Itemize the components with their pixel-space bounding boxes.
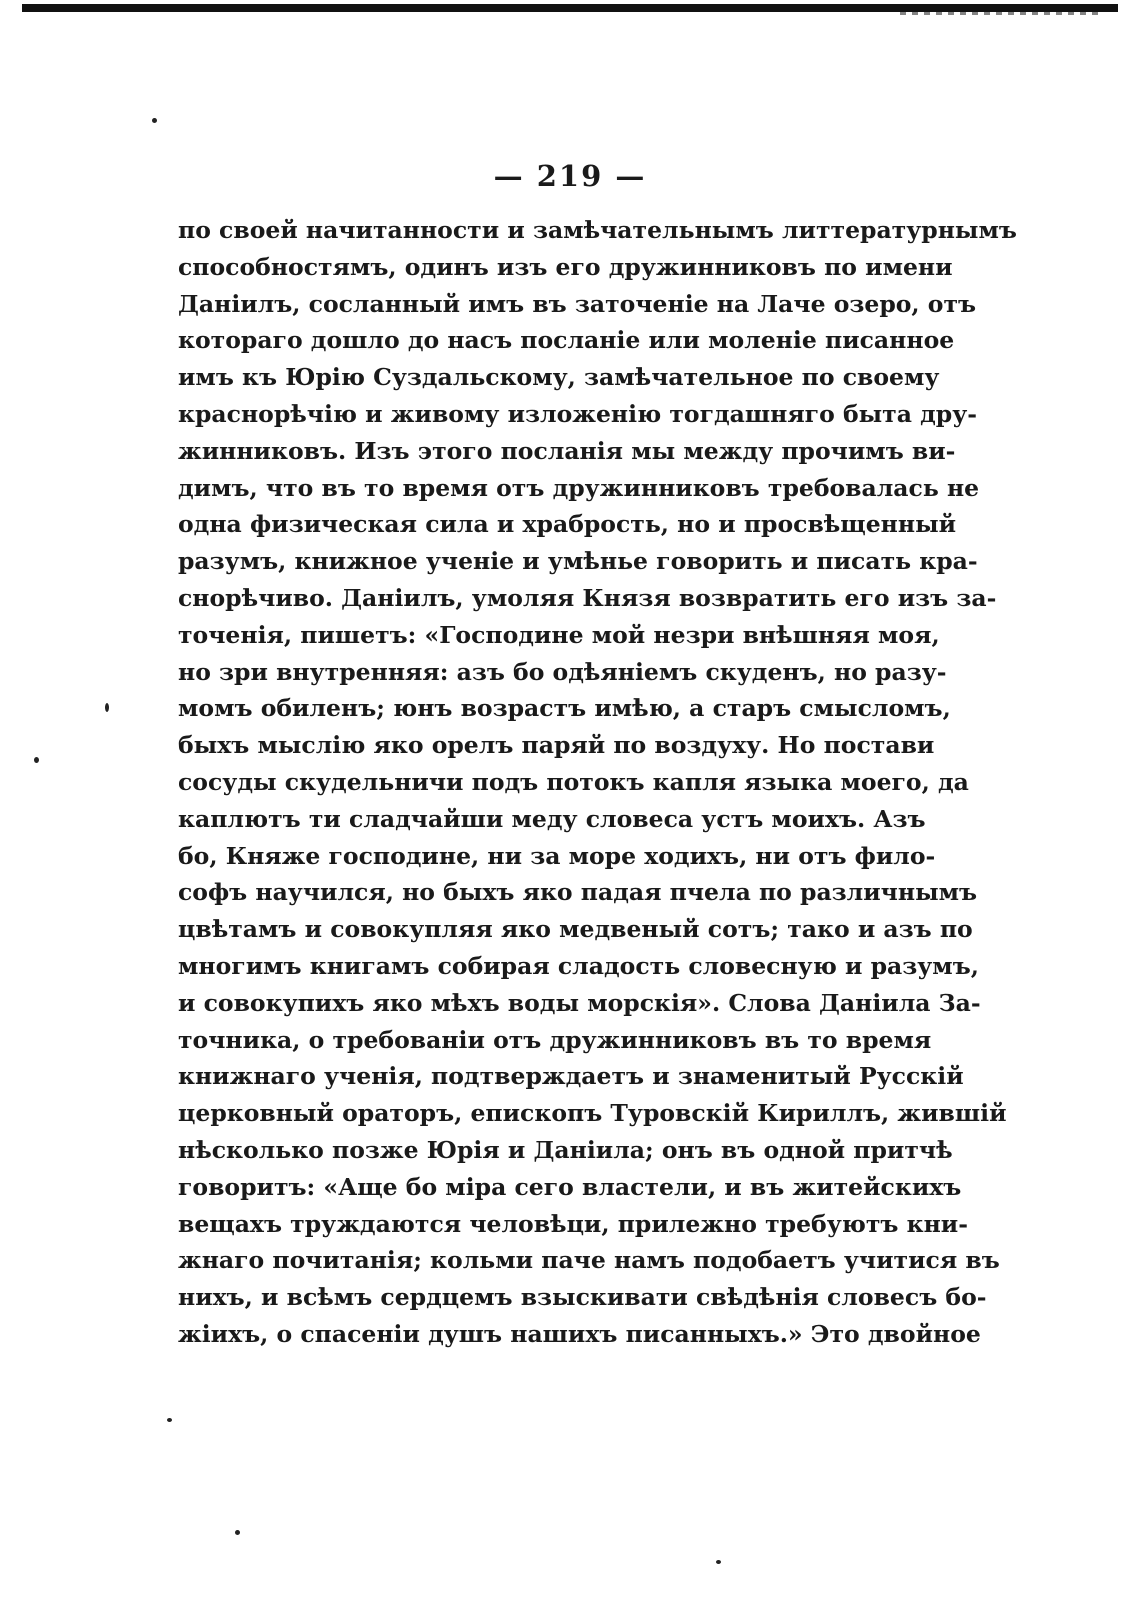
text-line: снорѣчиво. Даніилъ, умоляя Князя возвратить его изъ за- <box>178 583 997 612</box>
top-border-fade <box>900 12 1100 15</box>
text-line: разумъ, книжное ученіе и умѣнье говорить и писать кра- <box>178 547 978 576</box>
text-line: Даніилъ, сосланный имъ въ заточеніе на Лаче озеро, отъ <box>178 289 977 318</box>
text-line: момъ обиленъ; юнъ возрастъ имѣю, а старъ смысломъ, <box>178 694 951 723</box>
text-line: точенія, пишетъ: «Господине мой незри внѣшняя моя, <box>178 620 940 649</box>
text-line: быхъ мыслію яко орелъ паряй по воздуху. Но постави <box>178 731 935 760</box>
text-line: и совокупихъ яко мѣхъ воды морскія». Слова Даніила За- <box>178 988 981 1017</box>
text-line: имъ къ Юрію Суздальскому, замѣчательное по своему <box>178 363 940 392</box>
margin-speck <box>167 1418 172 1422</box>
margin-speck <box>105 703 109 712</box>
margin-speck <box>235 1530 240 1535</box>
text-line: церковный ораторъ, епископъ Туровскій Кириллъ, жившій <box>178 1099 1007 1128</box>
text-line: димъ, что въ то время отъ дружинниковъ требовалась не <box>178 473 980 502</box>
margin-speck <box>34 757 39 763</box>
text-line: котораго дошло до насъ посланіе или моленіе писанное <box>178 326 955 355</box>
text-line: нѣсколько позже Юрія и Даніила; онъ въ одной притчѣ <box>178 1135 953 1164</box>
text-line: сосуды скудельничи подъ потокъ капля языка моего, да <box>178 767 969 796</box>
text-line: жнаго почитанія; кольми паче намъ подобаетъ учитися въ <box>178 1246 1000 1275</box>
body-text <box>178 212 1017 1353</box>
text-line: говоритъ: «Аще бо міра сего властели, и въ житейскихъ <box>178 1172 962 1201</box>
text-line: каплютъ ти сладчайши меду словеса устъ моихъ. Азъ <box>178 804 926 833</box>
text-line: но зри внутренняя: азъ бо одѣяніемъ скуденъ, но разу- <box>178 657 947 686</box>
text-line: жіихъ, о спасеніи душъ нашихъ писанныхъ.» Это двойное <box>178 1319 981 1348</box>
text-line: цвѣтамъ и совокупляя яко медвеный сотъ; тако и азъ по <box>178 915 973 944</box>
text-line: жинниковъ. Изъ этого посланія мы между прочимъ ви- <box>178 436 956 465</box>
text-line: нихъ, и всѣмъ сердцемъ взыскивати свѣдѣнія словесъ бо- <box>178 1283 987 1312</box>
text-line: точника, о требованіи отъ дружинниковъ въ то время <box>178 1025 932 1054</box>
margin-speck <box>716 1560 721 1564</box>
text-line: одна физическая сила и храбрость, но и просвѣщенный <box>178 510 957 539</box>
text-line: бо, Княже господине, ни за море ходихъ, ни отъ фило- <box>178 841 936 870</box>
text-line: краснорѣчію и живому изложенію тогдашняго быта дру- <box>178 399 978 428</box>
text-line: по своей начитанности и замѣчательнымъ литтературнымъ <box>178 216 1017 244</box>
margin-speck <box>152 118 157 123</box>
page-number: — 219 — <box>493 159 647 193</box>
text-line: способностямъ, одинъ изъ его дружинниковъ по имени <box>178 252 953 281</box>
top-border-rule <box>22 4 1118 12</box>
text-line: софъ научился, но быхъ яко падая пчела по различнымъ <box>178 878 978 907</box>
text-line: книжнаго ученія, подтверждаетъ и знаменитый Русскій <box>178 1062 964 1091</box>
text-line: многимъ книгамъ собирая сладость словесную и разумъ, <box>178 951 979 980</box>
text-line: вещахъ труждаются человѣци, прилежно требуютъ кни- <box>178 1209 968 1238</box>
